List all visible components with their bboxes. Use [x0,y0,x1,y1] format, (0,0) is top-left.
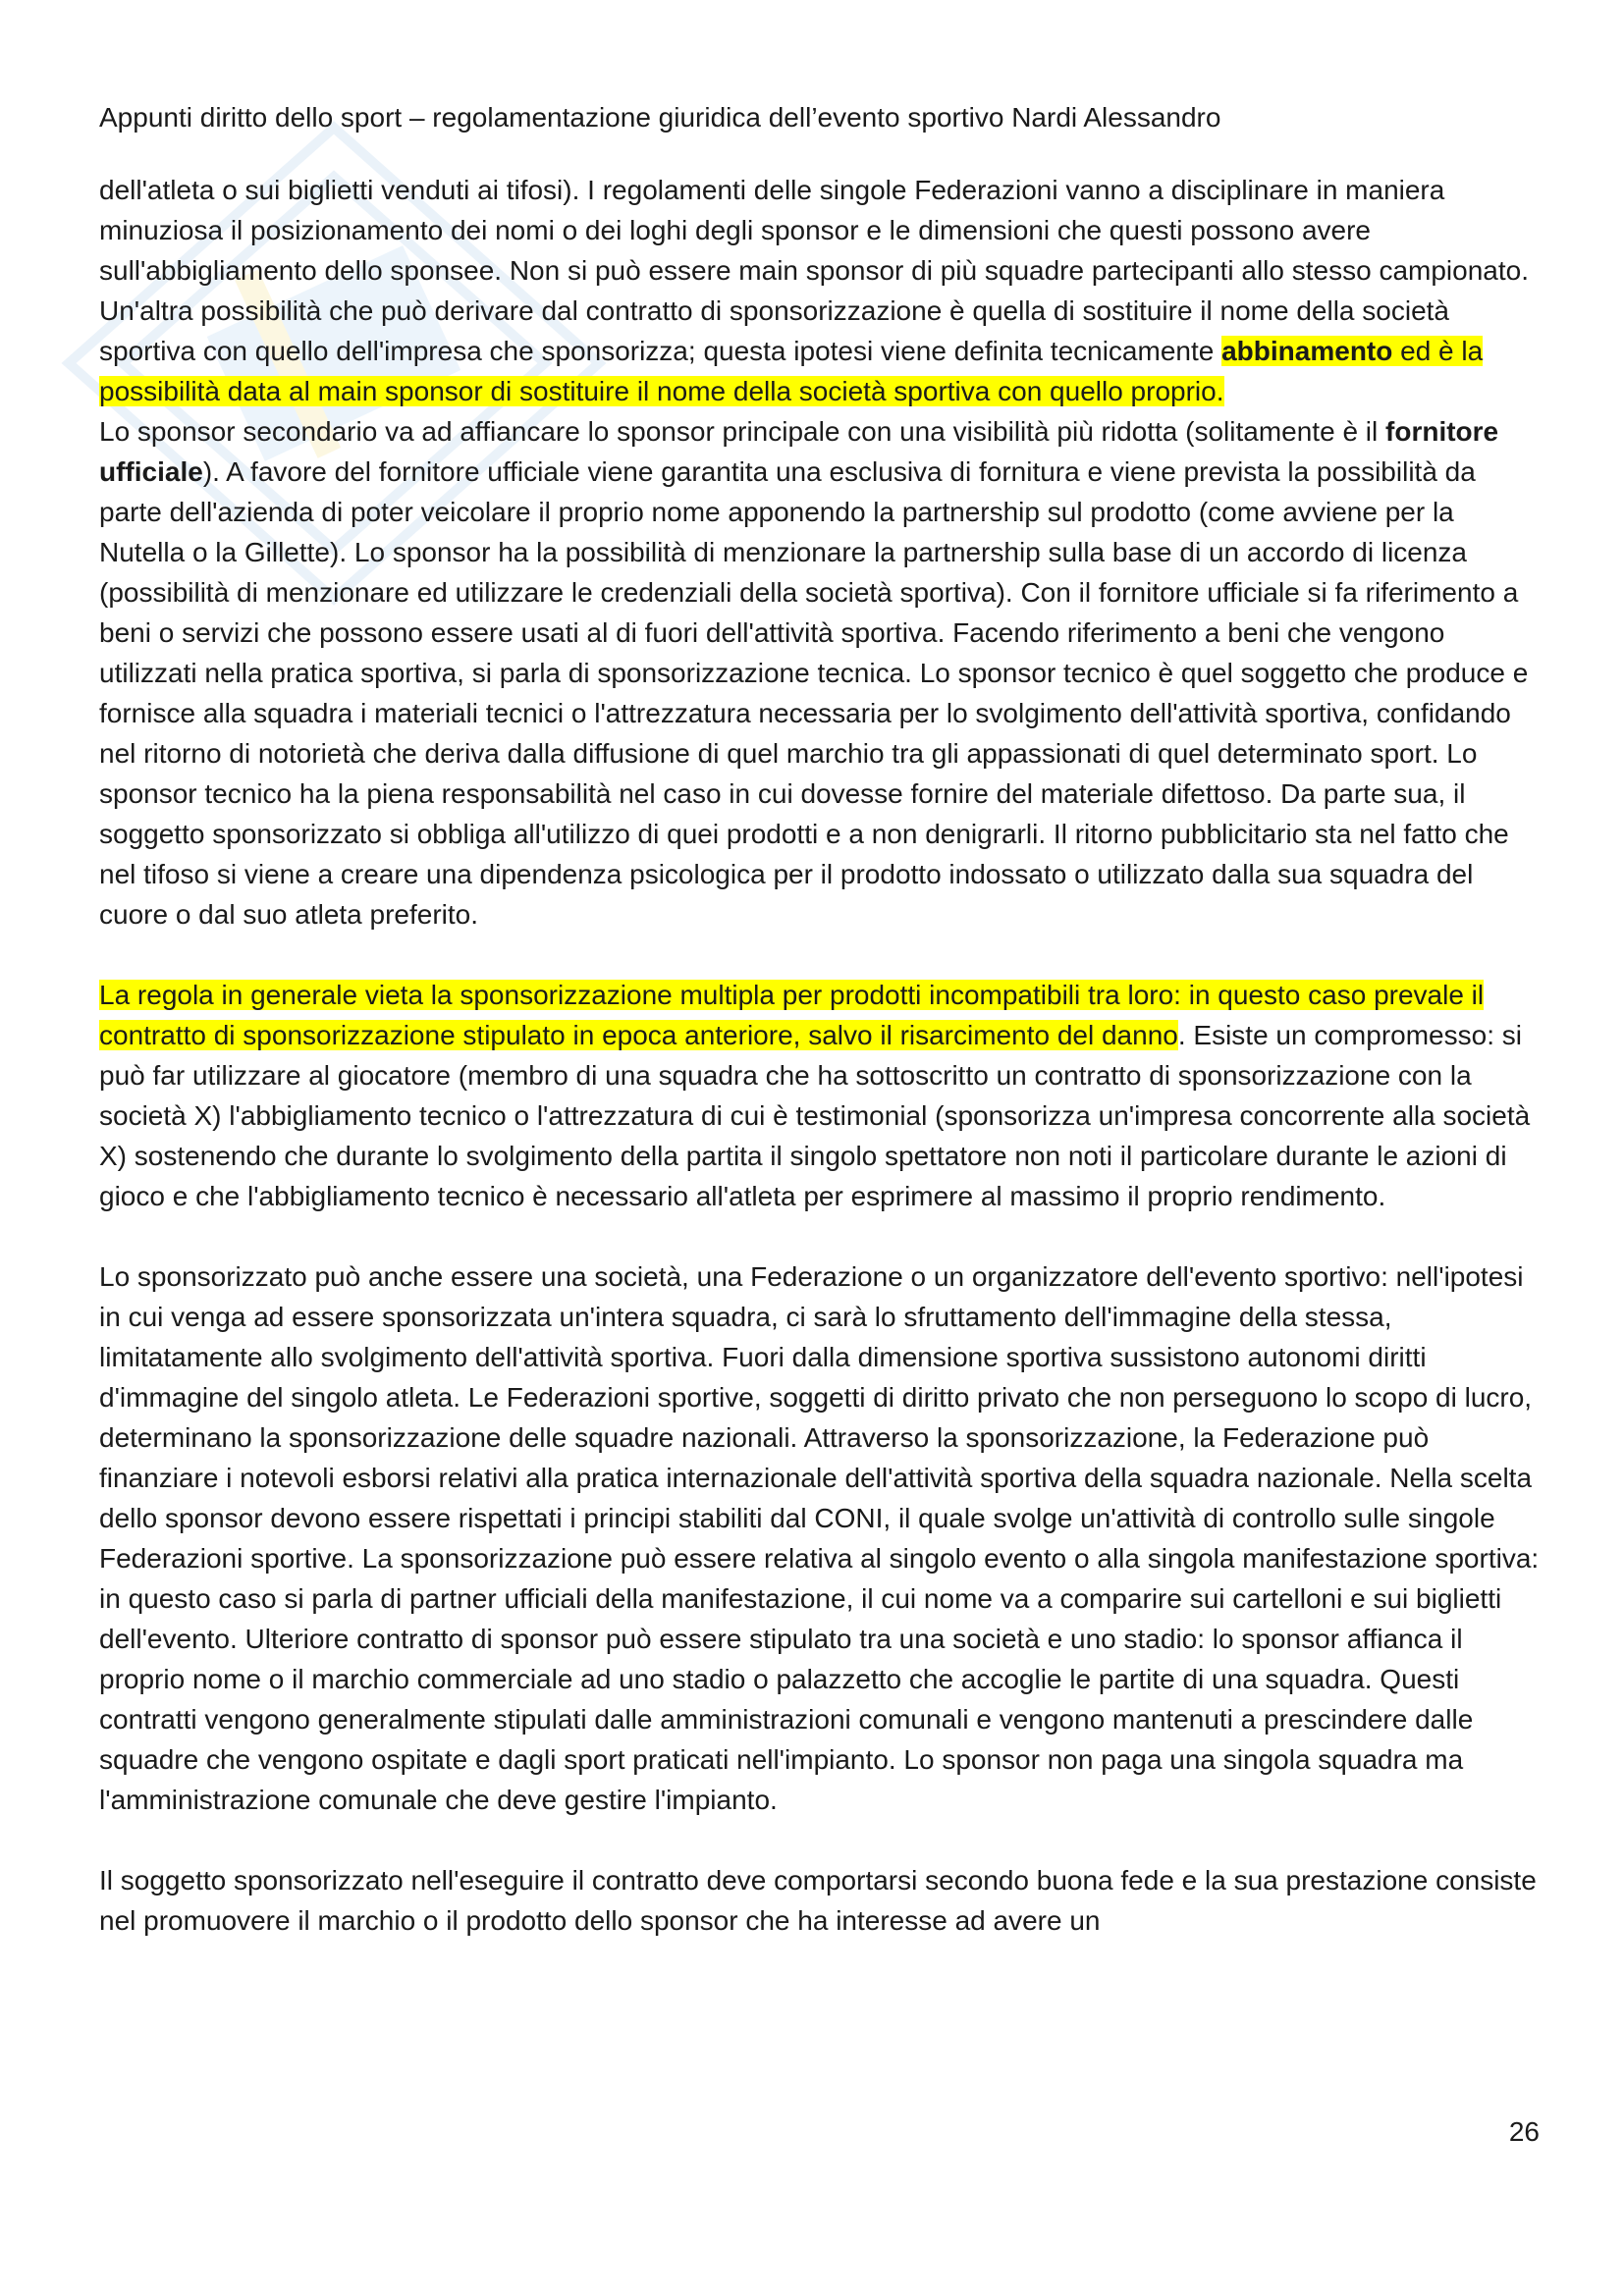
paragraph-1-text-a: dell'atleta o sui biglietti venduti ai tifosi). I regolamenti delle singole Federazioni vanno a disciplinare in maniera minuziosa il posizionamento dei nomi o dei loghi degli sponsor e le dimensioni che questi possono avere sull'abbigliamento dello sponsee. Non si può essere main sponsor di più squadre partecipanti allo stesso campionato. Un'altra possibilità che può derivare dal contratto di sponsorizzazione è quella di sostituire il nome della società sportiva con quello dell'impresa che sponsorizza; questa ipotesi viene definita tecnicamente [99,175,1529,366]
paragraph-1 [99,170,1544,411]
page-header: Appunti diritto dello sport – regolamentazione giuridica dell’evento sportivo Nardi Alessandro [99,102,1221,133]
paragraph-gap [99,1820,1544,1860]
paragraph-3 [99,975,1544,1216]
paragraph-3-text: . Esiste un compromesso: si può far utilizzare al giocatore (membro di una squadra che ha sottoscritto un contratto di sponsorizzazione con la società X) l'abbigliamento tecnico o l'attrezzatura di cui è testimonial (sponsorizza un'impresa concorrente alla società X) sostenendo che durante lo svolgimento della partita il singolo spettatore non noti il particolare durante le azioni di gioco e che l'abbigliamento tecnico è necessario all'atleta per esprimere al massimo il proprio rendimento. [99,1020,1531,1211]
document-body [99,170,1544,1941]
highlighted-rule-passage: La regola in generale vieta la sponsorizzazione multipla per prodotti incompatibili tra loro: in questo caso prevale il contratto di sponsorizzazione stipulato in epoca anteriore, salvo il risarcimento del danno [99,980,1485,1050]
term-fornitore-ufficiale: fornitore ufficiale [99,416,1499,487]
paragraph-gap [99,1216,1544,1256]
paragraph-2 [99,411,1544,934]
page-number: 26 [1508,2116,1540,2147]
paragraph-1-text-b: ed è la possibilità data al main sponsor di sostituire il nome della società sportiva con quello proprio. [99,336,1484,406]
term-abbinamento: abbinamento [1221,336,1393,366]
paragraph-4: Lo sponsorizzato può anche essere una società, una Federazione o un organizzatore dell'evento sportivo: nell'ipotesi in cui venga ad essere sponsorizzata un'intera squadra, ci sarà lo sfruttamento dell'immagine della stessa, limitatamente allo svolgimento dell'attività sportiva. Fuori dalla dimensione sportiva sussistono autonomi diritti d'immagine del singolo atleta. Le Federazioni sportive, soggetti di diritto privato che non perseguono lo scopo di lucro, determinano la sponsorizzazione delle squadre nazionali. Attraverso la sponsorizzazione, la Federazione può finanziare i notevoli esborsi relativi alla pratica internazionale dell'attività sportiva della squadra nazionale. Nella scelta dello sponsor devono essere rispettati i principi stabiliti dal CONI, il quale svolge un'attività di controllo sulle singole Federazioni sportive. La sponsorizzazione può essere relativa al singolo evento o alla singola manifestazione sportiva: in questo caso si parla di partner ufficiali della manifestazione, il cui nome va a comparire sui cartelloni e sui biglietti dell'evento. Ulteriore contratto di sponsor può essere stipulato tra una società e uno stadio: lo sponsor affianca il proprio nome o il marchio commerciale ad uno stadio o palazzetto che accoglie le partite di una squadra. Questi contratti vengono generalmente stipulati dalle amministrazioni comunali e vengono mantenuti a prescindere dalle squadre che vengono ospitate e dagli sport praticati nell'impianto. Lo sponsor non paga una singola squadra ma l'amministrazione comunale che deve gestire l'impianto. [99,1261,1540,1815]
paragraph-2-text-a: Lo sponsor secondario va ad affiancare lo sponsor principale con una visibilità più ridotta (solitamente è il [99,416,1386,447]
paragraph-2-text-b: ). A favore del fornitore ufficiale viene garantita una esclusiva di fornitura e viene prevista la possibilità da parte dell'azienda di poter veicolare il proprio nome apponendo la partnership sul prodotto (come avviene per la Nutella o la Gillette). Lo sponsor ha la possibilità di menzionare la partnership sulla base di un accordo di licenza (possibilità di menzionare ed utilizzare le credenziali della società sportiva). Con il fornitore ufficiale si fa riferimento a beni o servizi che possono essere usati al di fuori dell'attività sportiva. Facendo riferimento a beni che vengono utilizzati nella pratica sportiva, si parla di sponsorizzazione tecnica. Lo sponsor tecnico è quel soggetto che produce e fornisce alla squadra i materiali tecnici o l'attrezzatura necessaria per lo svolgimento dell'attività sportiva, confidando nel ritorno di notorietà che deriva dalla diffusione di quel marchio tra gli appassionati di quel determinato sport. Lo sponsor tecnico ha la piena responsabilità nel caso in cui dovesse fornire del materiale difettoso. Da parte sua, il soggetto sponsorizzato si obbliga all'utilizzo di quei prodotti e a non denigrarli. Il ritorno pubblicitario sta nel fatto che nel tifoso si viene a creare una dipendenza psicologica per il prodotto indossato o utilizzato dalla sua squadra del cuore o dal suo atleta preferito. [99,456,1529,930]
paragraph-gap [99,934,1544,975]
paragraph-5: Il soggetto sponsorizzato nell'eseguire il contratto deve comportarsi secondo buona fede e la sua prestazione consiste nel promuovere il marchio o il prodotto dello sponsor che ha interesse ad avere un [99,1865,1537,1936]
